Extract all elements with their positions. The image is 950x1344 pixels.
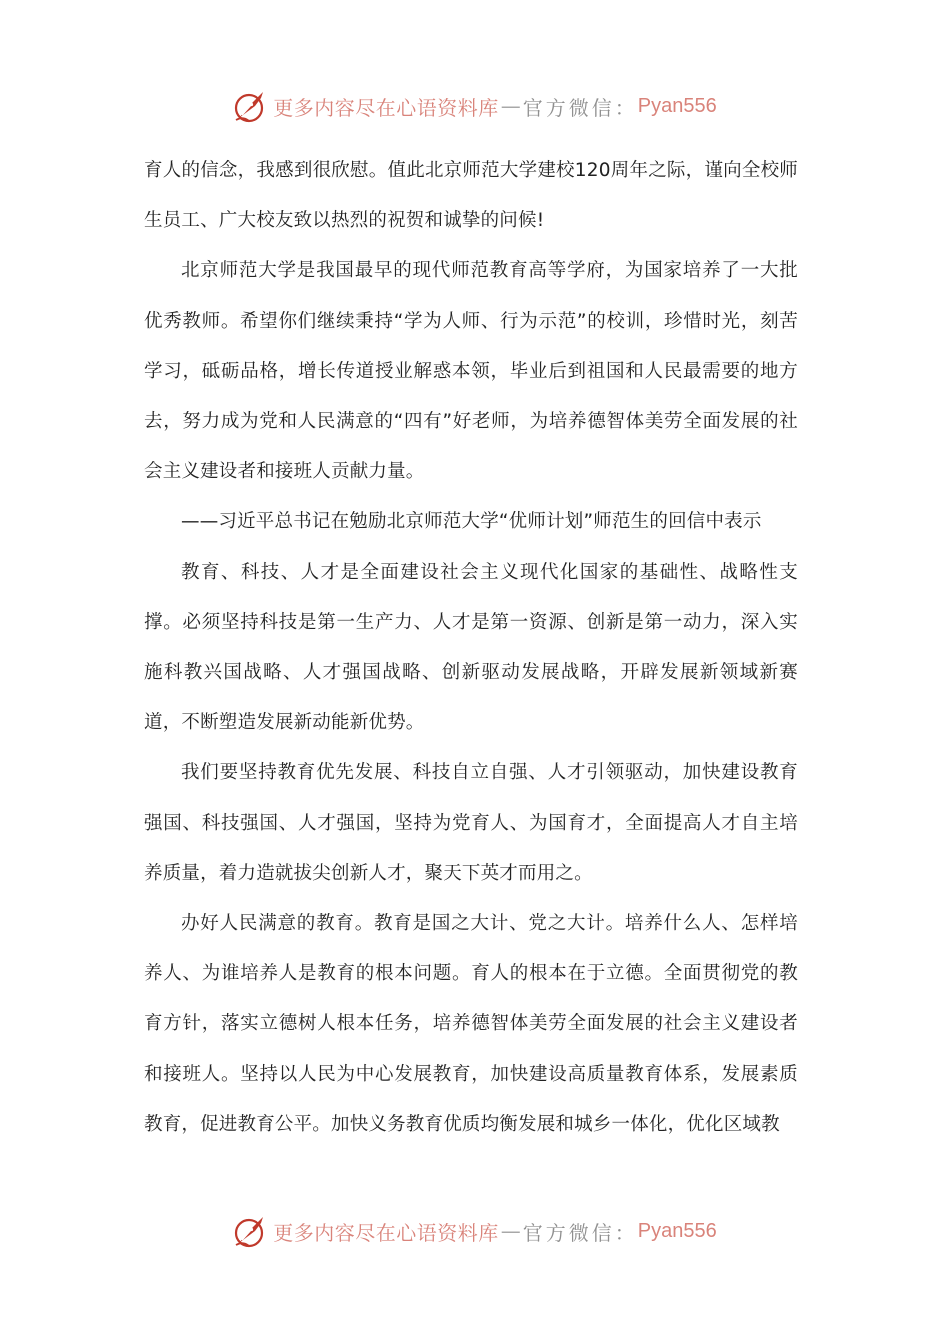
quote-attribution: ——习近平总书记在勉励北京师范大学“优师计划”师范生的回信中表示 (181, 511, 762, 533)
paragraph: 办好人民满意的教育。教育是国之大计、党之大计。培养什么人、怎样培养人、为谁培养人是教育的根本问题。育人的根本在于立德。全面贯彻党的教育方针，落实立德树人根本任务，培养德智体美劳全面发展的社会主义建设者和接班人。坚持以人民为中心发展教育，加快建设高质量教育体系，发展素质教育，促进教育公平。加快义务教育优质均衡发展和城乡一体化，优化区域教 (144, 913, 798, 1135)
brand-name: 更多内容尽在心语资料库 (273, 95, 499, 120)
banner-dash: — (500, 1219, 521, 1243)
banner-dash: — (500, 94, 521, 118)
wechat-label: 官方微信： (522, 1220, 638, 1245)
brand-name: 更多内容尽在心语资料库 (273, 1220, 499, 1245)
pen-nib-logo-icon (233, 1213, 269, 1249)
footer-banner (0, 1209, 950, 1253)
wechat-label: 官方微信： (522, 95, 638, 120)
wechat-id: Pyan556 (637, 94, 717, 117)
paragraph-continued: 育人的信念，我感到很欣慰。值此北京师范大学建校120周年之际，谨向全校师生员工、广大校友致以热烈的祝贺和诚挚的问候! (144, 160, 798, 232)
header-banner (0, 84, 950, 128)
paragraph: 我们要坚持教育优先发展、科技自立自强、人才引领驱动，加快建设教育强国、科技强国、人才强国，坚持为党育人、为国育才，全面提高人才自主培养质量，着力造就拔尖创新人才，聚天下英才而用之。 (144, 762, 798, 884)
paragraph: 北京师范大学是我国最早的现代师范教育高等学府，为国家培养了一大批优秀教师。希望你们继续秉持“学为人师、行为示范”的校训，珍惜时光，刻苦学习，砥砺品格，增长传道授业解惑本领，毕业后到祖国和人民最需要的地方去，努力成为党和人民满意的“四有”好老师，为培养德智体美劳全面发展的社会主义建设者和接班人贡献力量。 (144, 260, 798, 483)
document-body (144, 146, 798, 1150)
pen-nib-logo-icon (233, 88, 269, 124)
paragraph: 教育、科技、人才是全面建设社会主义现代化国家的基础性、战略性支撑。必须坚持科技是第一生产力、人才是第一资源、创新是第一动力，深入实施科教兴国战略、人才强国战略、创新驱动发展战略，开辟发展新领域新赛道，不断塑造发展新动能新优势。 (144, 561, 798, 734)
wechat-id: Pyan556 (637, 1219, 717, 1242)
